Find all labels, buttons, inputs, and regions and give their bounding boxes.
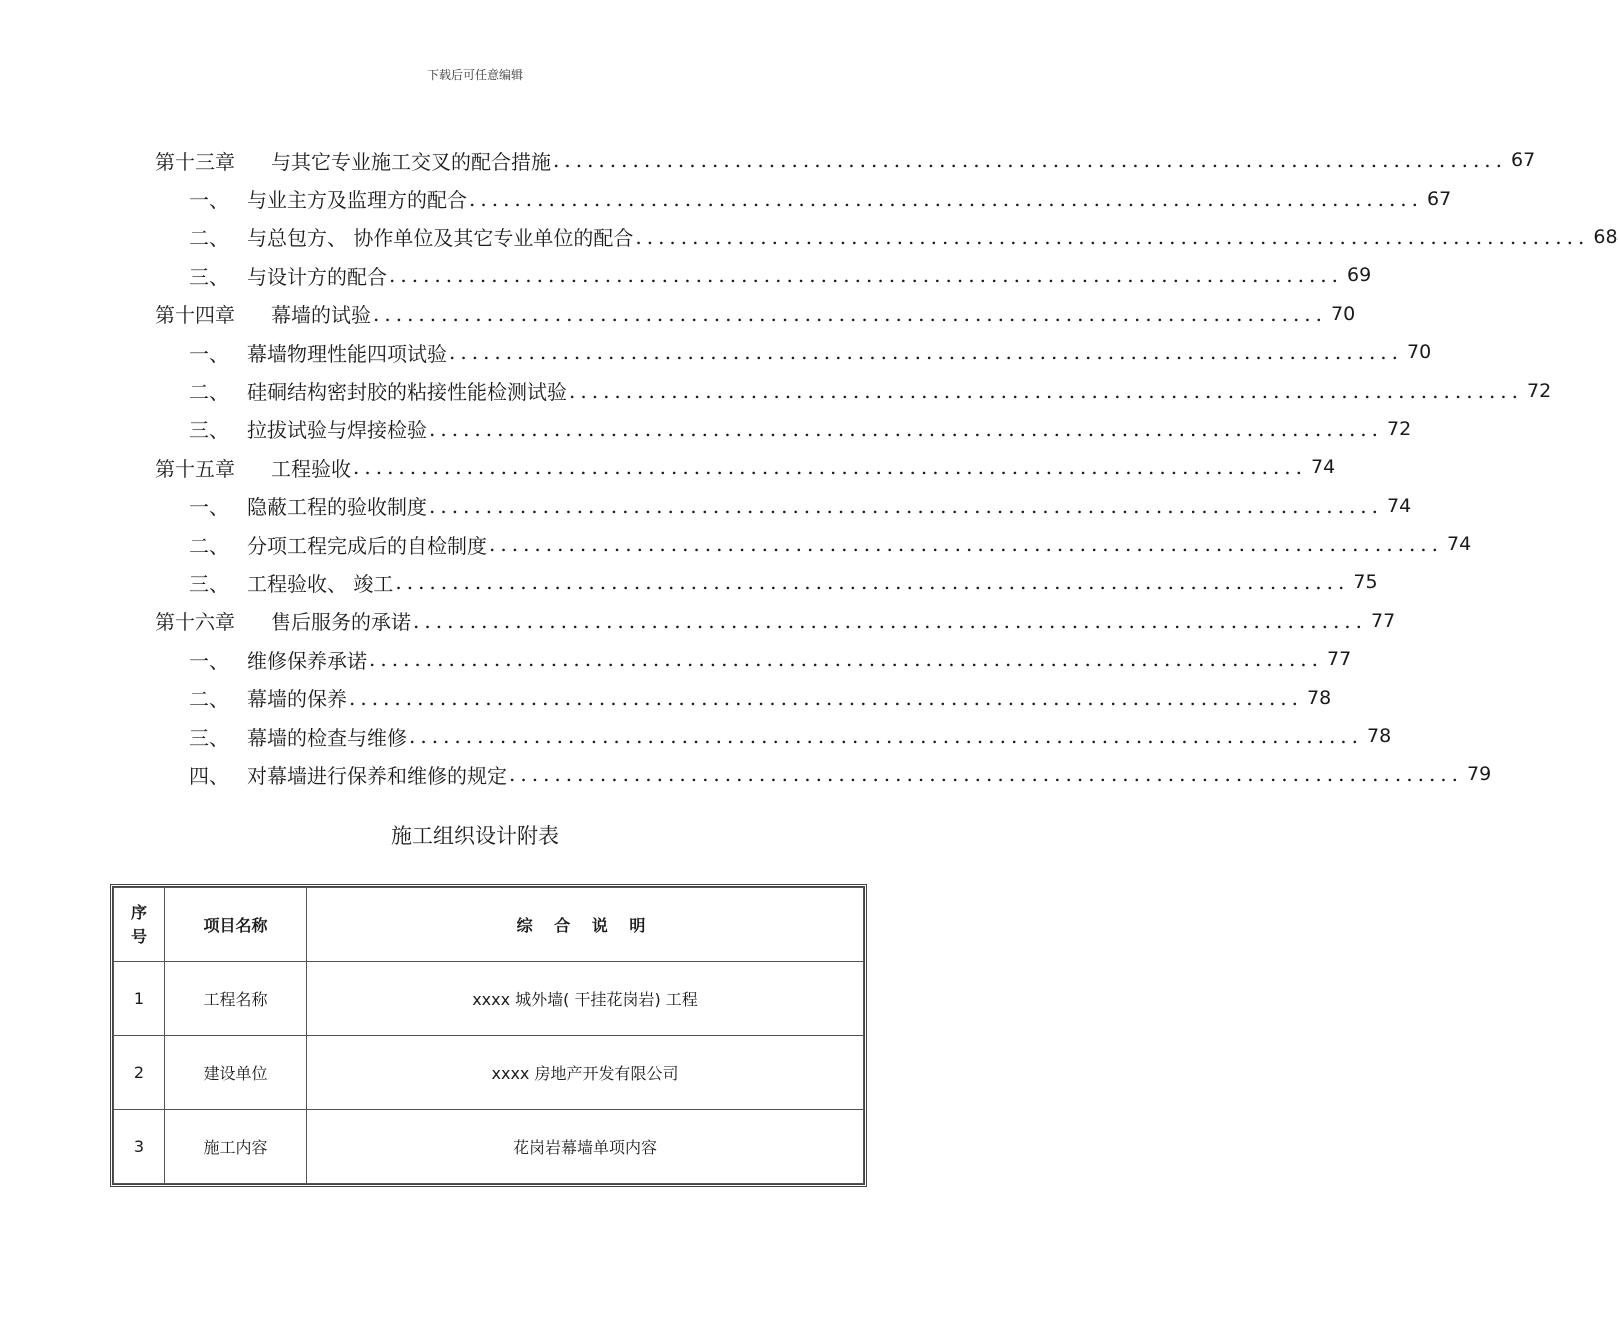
toc-leader-dots: .................................................................................... [349, 685, 1304, 710]
cell-name: 施工内容 [165, 1110, 307, 1184]
toc-section[interactable] [155, 371, 1552, 409]
table-row [114, 1110, 864, 1184]
cell-name: 建设单位 [165, 1036, 307, 1110]
toc-number: 第十四章 [155, 303, 235, 328]
toc-page-number: 70 [1407, 341, 1432, 364]
table-row [114, 962, 864, 1036]
toc-number: 二、 [189, 380, 229, 405]
toc-leader-dots: .................................................................................... [469, 186, 1424, 211]
toc-title: 工程验收 [271, 456, 351, 481]
toc-page-number: 77 [1327, 648, 1352, 671]
toc-leader-dots: .................................................................................... [413, 608, 1368, 633]
toc-page-number: 72 [1387, 417, 1412, 440]
toc-section[interactable] [155, 218, 1618, 256]
toc-title: 拉拔试验与焊接检验 [247, 418, 427, 443]
toc-page-number: 72 [1527, 379, 1552, 402]
header-note: 下载后可任意编辑 [426, 68, 523, 82]
toc-page-number: 74 [1311, 456, 1336, 479]
toc-leader-dots: .................................................................................... [409, 724, 1364, 749]
appendix-table-frame [110, 884, 867, 1187]
toc-leader-dots: .................................................................................... [395, 570, 1350, 595]
toc-number: 第十六章 [155, 610, 235, 635]
toc-page-number: 67 [1427, 187, 1452, 210]
toc-title: 幕墙的保养 [247, 687, 347, 712]
toc-title: 工程验收、 竣工 [247, 571, 394, 596]
toc-leader-dots: .................................................................................... [353, 455, 1308, 480]
header-seq [114, 888, 165, 962]
toc-title: 幕墙的试验 [271, 303, 371, 328]
toc-title: 与设计方的配合 [247, 264, 387, 289]
toc-number: 三、 [189, 725, 229, 750]
toc-section[interactable] [155, 563, 1378, 601]
toc-chapter[interactable] [155, 295, 1356, 333]
toc-leader-dots: .................................................................................... [429, 493, 1384, 518]
toc-leader-dots: .................................................................................... [429, 416, 1384, 441]
toc-leader-dots: .................................................................................... [569, 378, 1524, 403]
toc-number: 一、 [189, 341, 229, 366]
toc-section[interactable] [155, 640, 1352, 678]
cell-desc: xxxx 城外墙( 干挂花岗岩) 工程 [307, 962, 864, 1036]
toc-title: 维修保养承诺 [247, 648, 367, 673]
toc-number: 三、 [189, 264, 229, 289]
toc-title: 硅硐结构密封胶的粘接性能检测试验 [247, 380, 567, 405]
toc-title: 售后服务的承诺 [271, 610, 411, 635]
toc-leader-dots: .................................................................................... [509, 762, 1464, 787]
toc-page-number: 78 [1307, 686, 1332, 709]
header-name: 项目名称 [165, 888, 307, 962]
toc-number: 二、 [189, 687, 229, 712]
toc-number: 二、 [189, 533, 229, 558]
toc-number: 三、 [189, 571, 229, 596]
toc-title: 与其它专业施工交叉的配合措施 [271, 149, 551, 174]
toc-page-number: 78 [1367, 725, 1392, 748]
toc-section[interactable] [155, 333, 1432, 371]
toc-number: 一、 [189, 648, 229, 673]
toc-title: 与业主方及监理方的配合 [247, 188, 467, 213]
toc-section[interactable] [155, 410, 1412, 448]
toc-page-number: 74 [1387, 494, 1412, 517]
toc-title: 分项工程完成后的自检制度 [247, 533, 487, 558]
toc-title: 幕墙物理性能四项试验 [247, 341, 447, 366]
appendix-table [113, 887, 864, 1184]
toc-section[interactable] [155, 717, 1392, 755]
toc-title: 幕墙的检查与维修 [247, 725, 407, 750]
toc-leader-dots: .................................................................................... [489, 532, 1444, 557]
cell-seq: 3 [114, 1110, 165, 1184]
toc-page-number: 77 [1371, 609, 1396, 632]
toc-leader-dots: .................................................................................... [373, 301, 1328, 326]
toc-leader-dots: .................................................................................... [449, 340, 1404, 365]
toc-number: 一、 [189, 495, 229, 520]
header-seq-line2: 号 [130, 926, 147, 946]
table-header-row [114, 888, 864, 962]
toc-leader-dots: .................................................................................... [389, 263, 1344, 288]
toc-number: 第十三章 [155, 149, 235, 174]
toc-section[interactable] [155, 487, 1412, 525]
toc-number: 一、 [189, 188, 229, 213]
toc-page-number: 68 [1593, 225, 1618, 248]
toc-leader-dots: .................................................................................... [635, 224, 1590, 249]
toc-number: 第十五章 [155, 456, 235, 481]
cell-seq: 1 [114, 962, 165, 1036]
toc-title: 对幕墙进行保养和维修的规定 [247, 763, 507, 788]
toc-page-number: 79 [1467, 763, 1492, 786]
appendix-title: 施工组织设计附表 [391, 824, 559, 848]
cell-desc: 花岗岩幕墙单项内容 [307, 1110, 864, 1184]
cell-seq: 2 [114, 1036, 165, 1110]
toc-title: 隐蔽工程的验收制度 [247, 495, 427, 520]
toc-page-number: 70 [1331, 302, 1356, 325]
table-of-contents [155, 141, 1618, 794]
toc-leader-dots: .................................................................................... [553, 148, 1508, 173]
toc-page-number: 67 [1511, 149, 1536, 172]
toc-title: 与总包方、 协作单位及其它专业单位的配合 [247, 226, 634, 251]
toc-section[interactable] [155, 525, 1472, 563]
toc-chapter[interactable] [155, 141, 1536, 179]
toc-number: 三、 [189, 418, 229, 443]
toc-page-number: 69 [1347, 264, 1372, 287]
toc-page-number: 75 [1353, 571, 1378, 594]
toc-number: 二、 [189, 226, 229, 251]
toc-chapter[interactable] [155, 602, 1396, 640]
toc-section[interactable] [155, 678, 1332, 716]
table-row [114, 1036, 864, 1110]
toc-page-number: 74 [1447, 533, 1472, 556]
toc-chapter[interactable] [155, 448, 1336, 486]
toc-section[interactable] [155, 179, 1452, 217]
cell-desc: xxxx 房地产开发有限公司 [307, 1036, 864, 1110]
toc-section[interactable] [155, 755, 1492, 793]
cell-name: 工程名称 [165, 962, 307, 1036]
toc-section[interactable] [155, 256, 1372, 294]
toc-number: 四、 [189, 763, 229, 788]
header-desc: 综 合 说 明 [307, 888, 864, 962]
header-seq-line1: 序 [130, 902, 147, 922]
toc-leader-dots: .................................................................................... [369, 647, 1324, 672]
